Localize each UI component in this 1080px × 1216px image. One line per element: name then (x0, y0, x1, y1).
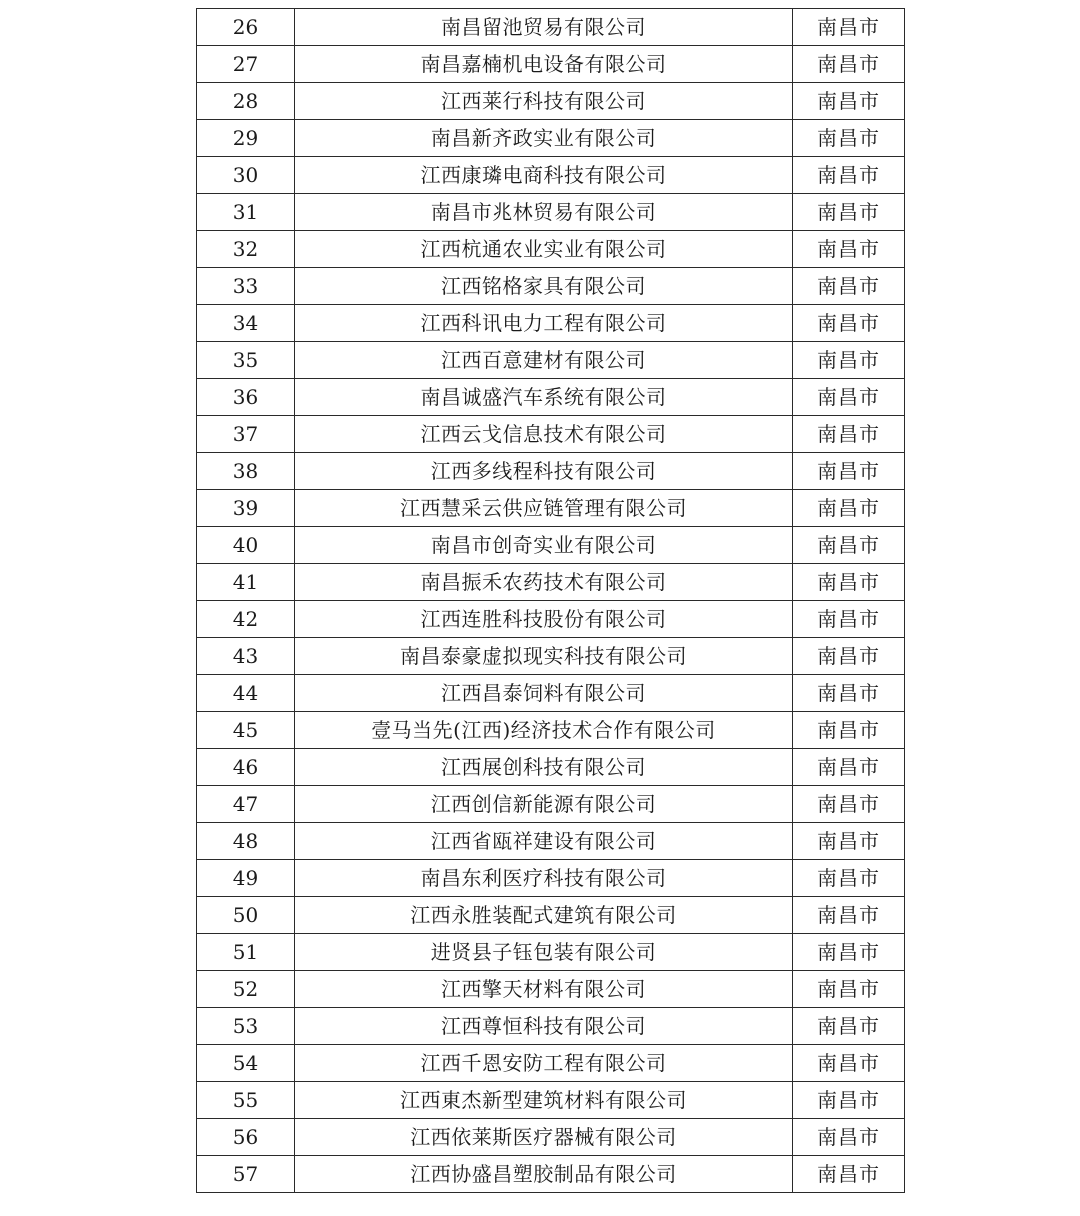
company-name-cell: 江西杭通农业实业有限公司 (295, 231, 793, 268)
row-number-cell: 51 (197, 934, 295, 971)
city-cell: 南昌市 (793, 268, 905, 305)
company-name-cell: 江西東杰新型建筑材料有限公司 (295, 1082, 793, 1119)
company-list-body (197, 9, 905, 1193)
city-cell: 南昌市 (793, 1045, 905, 1082)
table-row (197, 1119, 905, 1156)
row-number-cell: 38 (197, 453, 295, 490)
city-cell: 南昌市 (793, 305, 905, 342)
city-cell: 南昌市 (793, 453, 905, 490)
table-row (197, 1082, 905, 1119)
row-number-cell: 42 (197, 601, 295, 638)
city-cell: 南昌市 (793, 971, 905, 1008)
company-name-cell: 江西康璘电商科技有限公司 (295, 157, 793, 194)
company-name-cell: 江西永胜装配式建筑有限公司 (295, 897, 793, 934)
row-number-cell: 52 (197, 971, 295, 1008)
row-number-cell: 36 (197, 379, 295, 416)
table-row (197, 120, 905, 157)
city-cell: 南昌市 (793, 379, 905, 416)
row-number-cell: 45 (197, 712, 295, 749)
table-row (197, 749, 905, 786)
company-name-cell: 南昌嘉楠机电设备有限公司 (295, 46, 793, 83)
table-row (197, 860, 905, 897)
row-number-cell: 37 (197, 416, 295, 453)
row-number-cell: 56 (197, 1119, 295, 1156)
city-cell: 南昌市 (793, 601, 905, 638)
city-cell: 南昌市 (793, 120, 905, 157)
company-name-cell: 江西云戈信息技术有限公司 (295, 416, 793, 453)
city-cell: 南昌市 (793, 416, 905, 453)
city-cell: 南昌市 (793, 675, 905, 712)
company-name-cell: 南昌新齐政实业有限公司 (295, 120, 793, 157)
row-number-cell: 41 (197, 564, 295, 601)
company-name-cell: 江西协盛昌塑胶制品有限公司 (295, 1156, 793, 1193)
city-cell: 南昌市 (793, 897, 905, 934)
table-row (197, 194, 905, 231)
company-name-cell: 江西创信新能源有限公司 (295, 786, 793, 823)
row-number-cell: 43 (197, 638, 295, 675)
row-number-cell: 26 (197, 9, 295, 46)
table-row (197, 564, 905, 601)
table-row (197, 157, 905, 194)
row-number-cell: 31 (197, 194, 295, 231)
city-cell: 南昌市 (793, 490, 905, 527)
company-name-cell: 进贤县子钰包装有限公司 (295, 934, 793, 971)
city-cell: 南昌市 (793, 564, 905, 601)
table-row (197, 934, 905, 971)
table-row (197, 490, 905, 527)
city-cell: 南昌市 (793, 194, 905, 231)
company-name-cell: 江西铭格家具有限公司 (295, 268, 793, 305)
company-name-cell: 南昌东利医疗科技有限公司 (295, 860, 793, 897)
company-name-cell: 南昌诚盛汽车系统有限公司 (295, 379, 793, 416)
row-number-cell: 30 (197, 157, 295, 194)
row-number-cell: 47 (197, 786, 295, 823)
city-cell: 南昌市 (793, 1156, 905, 1193)
company-name-cell: 江西尊恒科技有限公司 (295, 1008, 793, 1045)
city-cell: 南昌市 (793, 83, 905, 120)
table-row (197, 268, 905, 305)
city-cell: 南昌市 (793, 934, 905, 971)
city-cell: 南昌市 (793, 231, 905, 268)
city-cell: 南昌市 (793, 786, 905, 823)
table-row (197, 601, 905, 638)
table-row (197, 527, 905, 564)
company-name-cell: 江西依莱斯医疗器械有限公司 (295, 1119, 793, 1156)
company-name-cell: 壹马当先(江西)经济技术合作有限公司 (295, 712, 793, 749)
table-row (197, 675, 905, 712)
company-name-cell: 南昌振禾农药技术有限公司 (295, 564, 793, 601)
table-row (197, 897, 905, 934)
company-name-cell: 江西省瓯祥建设有限公司 (295, 823, 793, 860)
table-row (197, 1156, 905, 1193)
row-number-cell: 34 (197, 305, 295, 342)
table-row (197, 416, 905, 453)
city-cell: 南昌市 (793, 1082, 905, 1119)
company-name-cell: 江西莱行科技有限公司 (295, 83, 793, 120)
company-name-cell: 江西展创科技有限公司 (295, 749, 793, 786)
city-cell: 南昌市 (793, 46, 905, 83)
row-number-cell: 46 (197, 749, 295, 786)
company-name-cell: 江西科讯电力工程有限公司 (295, 305, 793, 342)
row-number-cell: 44 (197, 675, 295, 712)
city-cell: 南昌市 (793, 9, 905, 46)
row-number-cell: 50 (197, 897, 295, 934)
city-cell: 南昌市 (793, 1119, 905, 1156)
table-row (197, 305, 905, 342)
company-name-cell: 南昌市创奇实业有限公司 (295, 527, 793, 564)
company-name-cell: 江西千恩安防工程有限公司 (295, 1045, 793, 1082)
row-number-cell: 57 (197, 1156, 295, 1193)
row-number-cell: 40 (197, 527, 295, 564)
city-cell: 南昌市 (793, 1008, 905, 1045)
company-name-cell: 南昌留池贸易有限公司 (295, 9, 793, 46)
table-row (197, 712, 905, 749)
table-row (197, 786, 905, 823)
company-name-cell: 江西慧采云供应链管理有限公司 (295, 490, 793, 527)
row-number-cell: 33 (197, 268, 295, 305)
company-name-cell: 南昌泰豪虚拟现实科技有限公司 (295, 638, 793, 675)
row-number-cell: 48 (197, 823, 295, 860)
company-name-cell: 江西百意建材有限公司 (295, 342, 793, 379)
city-cell: 南昌市 (793, 823, 905, 860)
table-row (197, 46, 905, 83)
table-row (197, 823, 905, 860)
row-number-cell: 28 (197, 83, 295, 120)
table-row (197, 379, 905, 416)
city-cell: 南昌市 (793, 860, 905, 897)
table-row (197, 1045, 905, 1082)
company-name-cell: 江西连胜科技股份有限公司 (295, 601, 793, 638)
table-row (197, 1008, 905, 1045)
company-name-cell: 南昌市兆林贸易有限公司 (295, 194, 793, 231)
city-cell: 南昌市 (793, 157, 905, 194)
company-name-cell: 江西昌泰饲料有限公司 (295, 675, 793, 712)
city-cell: 南昌市 (793, 527, 905, 564)
city-cell: 南昌市 (793, 712, 905, 749)
company-list-table (196, 8, 905, 1193)
city-cell: 南昌市 (793, 342, 905, 379)
table-row (197, 342, 905, 379)
table-row (197, 971, 905, 1008)
table-row (197, 83, 905, 120)
table-row (197, 231, 905, 268)
company-name-cell: 江西多线程科技有限公司 (295, 453, 793, 490)
row-number-cell: 49 (197, 860, 295, 897)
table-row (197, 453, 905, 490)
table-row (197, 9, 905, 46)
table-row (197, 638, 905, 675)
row-number-cell: 39 (197, 490, 295, 527)
row-number-cell: 55 (197, 1082, 295, 1119)
row-number-cell: 27 (197, 46, 295, 83)
row-number-cell: 54 (197, 1045, 295, 1082)
city-cell: 南昌市 (793, 749, 905, 786)
row-number-cell: 35 (197, 342, 295, 379)
row-number-cell: 53 (197, 1008, 295, 1045)
city-cell: 南昌市 (793, 638, 905, 675)
row-number-cell: 32 (197, 231, 295, 268)
row-number-cell: 29 (197, 120, 295, 157)
company-name-cell: 江西擎天材料有限公司 (295, 971, 793, 1008)
